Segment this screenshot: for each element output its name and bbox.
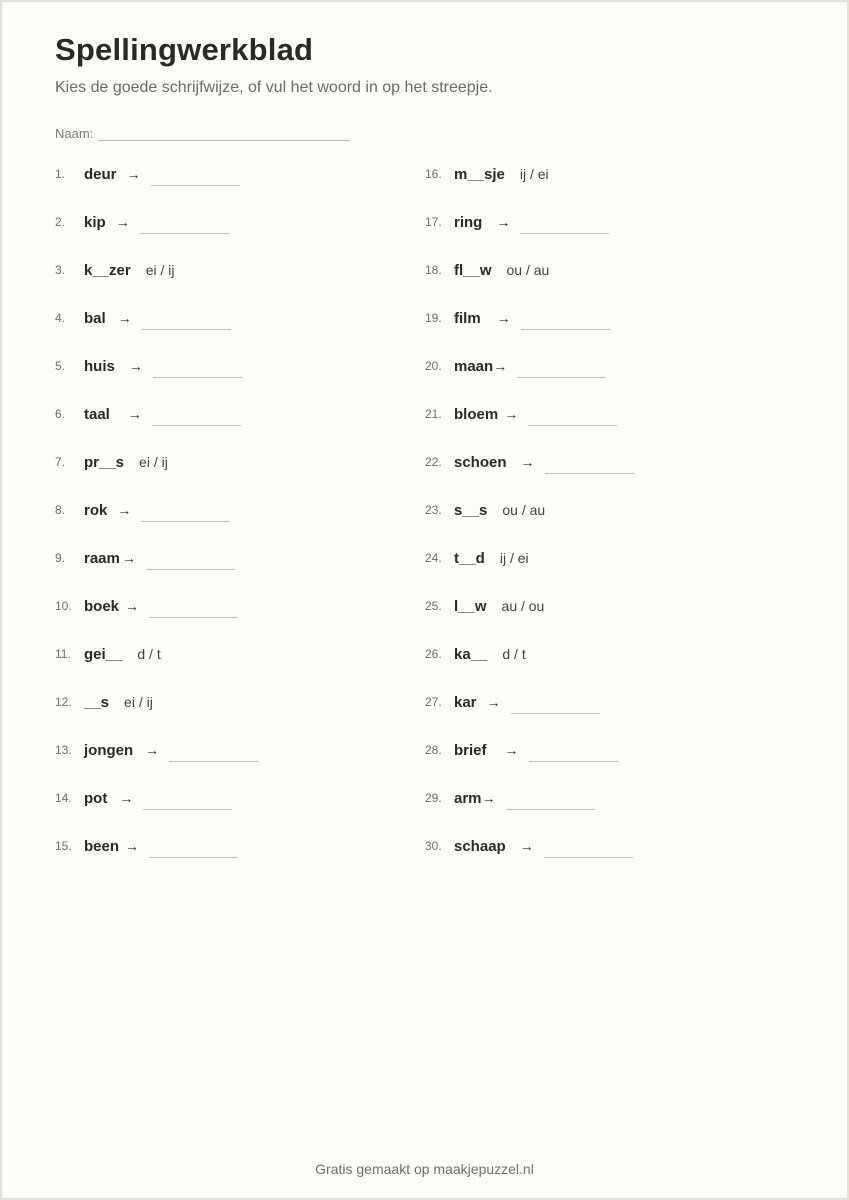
exercise-item [55, 822, 258, 870]
item-word: kar [454, 693, 477, 711]
exercise-item [55, 534, 258, 582]
item-word: pr__s [84, 453, 125, 471]
item-number: 15. [55, 839, 72, 853]
exercise-item [425, 822, 634, 870]
exercise-item [55, 342, 258, 390]
item-number: 21. [425, 407, 442, 421]
answer-blank[interactable] [528, 424, 617, 426]
item-number: 8. [55, 503, 66, 517]
item-options: d / t [137, 646, 161, 662]
answer-blank[interactable] [143, 808, 232, 810]
item-word: deur [84, 165, 117, 183]
name-input-line[interactable] [98, 124, 350, 141]
arrow-icon: → [519, 838, 534, 854]
arrow-icon: → [481, 790, 496, 806]
item-number: 10. [55, 599, 72, 613]
item-number: 20. [425, 359, 442, 373]
arrow-icon: → [127, 406, 142, 422]
item-word: l__w [454, 597, 487, 615]
answer-blank[interactable] [521, 328, 610, 330]
item-number: 17. [425, 215, 442, 229]
item-number: 18. [425, 263, 442, 277]
arrow-icon: → [126, 166, 141, 182]
exercise-item [55, 294, 258, 342]
item-word: boek [84, 597, 120, 615]
answer-blank[interactable] [529, 760, 618, 762]
exercise-item [55, 246, 258, 294]
exercise-item [425, 246, 634, 294]
item-options: d / t [502, 646, 526, 662]
item-number: 2. [55, 215, 66, 229]
right-column [425, 150, 634, 870]
footer-credit: Gratis gemaakt op maakjepuzzel.nl [315, 1161, 534, 1177]
item-number: 7. [55, 455, 66, 469]
item-number: 27. [425, 695, 442, 709]
item-word: raam [84, 549, 120, 567]
item-word: brief [454, 741, 487, 759]
arrow-icon: → [145, 742, 160, 758]
exercise-item [55, 582, 258, 630]
item-number: 28. [425, 743, 442, 757]
exercise-item [425, 150, 634, 198]
exercise-item [55, 774, 258, 822]
item-word: huis [84, 357, 115, 375]
exercise-item [55, 438, 258, 486]
answer-blank[interactable] [141, 520, 230, 522]
arrow-icon: → [128, 358, 143, 374]
exercise-item [425, 774, 634, 822]
item-number: 11. [55, 647, 71, 661]
exercise-item [425, 582, 634, 630]
arrow-icon: → [496, 214, 511, 230]
item-number: 19. [425, 311, 442, 325]
arrow-icon: → [496, 310, 511, 326]
item-number: 5. [55, 359, 66, 373]
item-number: 23. [425, 503, 442, 517]
item-options: ij / ei [519, 166, 549, 182]
answer-blank[interactable] [149, 856, 238, 858]
item-number: 26. [425, 647, 442, 661]
answer-blank[interactable] [506, 808, 595, 810]
item-options: ou / au [502, 502, 546, 518]
item-options: ei / ij [145, 262, 175, 278]
item-word: bal [84, 309, 106, 327]
item-number: 12. [55, 695, 72, 709]
exercise-item [425, 390, 634, 438]
page-title: Spellingwerkblad [55, 32, 314, 67]
answer-blank[interactable] [151, 184, 240, 186]
exercise-item [425, 630, 634, 678]
arrow-icon: → [121, 550, 136, 566]
arrow-icon: → [504, 406, 519, 422]
item-number: 6. [55, 407, 66, 421]
item-word: s__s [454, 501, 488, 519]
item-word: ka__ [454, 645, 488, 663]
exercise-item [55, 198, 258, 246]
answer-blank[interactable] [152, 424, 241, 426]
item-word: __s [84, 693, 110, 711]
item-word: arm [454, 789, 482, 807]
arrow-icon: → [119, 790, 134, 806]
item-number: 13. [55, 743, 72, 757]
name-field-row [55, 124, 350, 141]
exercise-item [425, 198, 634, 246]
exercise-item [55, 630, 258, 678]
item-number: 25. [425, 599, 442, 613]
answer-blank[interactable] [149, 616, 238, 618]
item-number: 16. [425, 167, 442, 181]
item-number: 29. [425, 791, 442, 805]
item-options: ij / ei [499, 550, 529, 566]
item-number: 14. [55, 791, 72, 805]
item-word: kip [84, 213, 106, 231]
item-word: been [84, 837, 120, 855]
item-number: 3. [55, 263, 66, 277]
item-word: bloem [454, 405, 499, 423]
arrow-icon: → [504, 742, 519, 758]
exercise-item [425, 486, 634, 534]
item-word: rok [84, 501, 108, 519]
arrow-icon: → [115, 214, 130, 230]
item-number: 22. [425, 455, 442, 469]
exercise-item [425, 726, 634, 774]
item-word: taal [84, 405, 110, 423]
item-number: 9. [55, 551, 66, 565]
answer-blank[interactable] [517, 376, 606, 378]
answer-blank[interactable] [544, 856, 633, 858]
answer-blank[interactable] [142, 328, 231, 330]
arrow-icon: → [520, 454, 535, 470]
exercise-item [425, 534, 634, 582]
answer-blank[interactable] [511, 712, 600, 714]
name-label: Naam: [55, 126, 94, 141]
item-word: m__sje [454, 165, 505, 183]
item-word: pot [84, 789, 108, 807]
item-word: jongen [84, 741, 134, 759]
exercise-item [425, 342, 634, 390]
arrow-icon: → [486, 694, 501, 710]
item-word: t__d [454, 549, 485, 567]
item-number: 1. [55, 167, 66, 181]
left-column [55, 150, 258, 870]
item-word: schaap [454, 837, 506, 855]
answer-blank[interactable] [153, 376, 242, 378]
answer-blank[interactable] [520, 232, 609, 234]
exercise-item [425, 294, 634, 342]
item-number: 24. [425, 551, 442, 565]
item-word: ring [454, 213, 483, 231]
exercise-item [55, 150, 258, 198]
exercise-item [55, 726, 258, 774]
item-options: au / ou [501, 598, 545, 614]
answer-blank[interactable] [545, 472, 634, 474]
item-word: gei__ [84, 645, 123, 663]
arrow-icon: → [125, 598, 140, 614]
item-word: schoen [454, 453, 507, 471]
exercise-item [55, 486, 258, 534]
answer-blank[interactable] [140, 232, 229, 234]
arrow-icon: → [125, 838, 140, 854]
answer-blank[interactable] [169, 760, 258, 762]
arrow-icon: → [117, 310, 132, 326]
exercise-item [425, 678, 634, 726]
answer-blank[interactable] [146, 568, 235, 570]
exercise-item [425, 438, 634, 486]
item-number: 30. [425, 839, 442, 853]
item-options: ei / ij [139, 454, 168, 470]
exercise-item [55, 390, 258, 438]
item-number: 4. [55, 311, 66, 325]
item-word: film [454, 309, 481, 327]
arrow-icon: → [493, 358, 508, 374]
item-word: fl__w [454, 261, 492, 279]
item-options: ei / ij [124, 694, 153, 710]
item-options: ou / au [506, 262, 550, 278]
arrow-icon: → [117, 502, 132, 518]
item-word: maan [454, 357, 494, 375]
item-word: k__zer [84, 261, 131, 279]
instructions: Kies de goede schrijfwijze, of vul het woord in op het streepje. [55, 79, 493, 96]
exercise-item [55, 678, 258, 726]
